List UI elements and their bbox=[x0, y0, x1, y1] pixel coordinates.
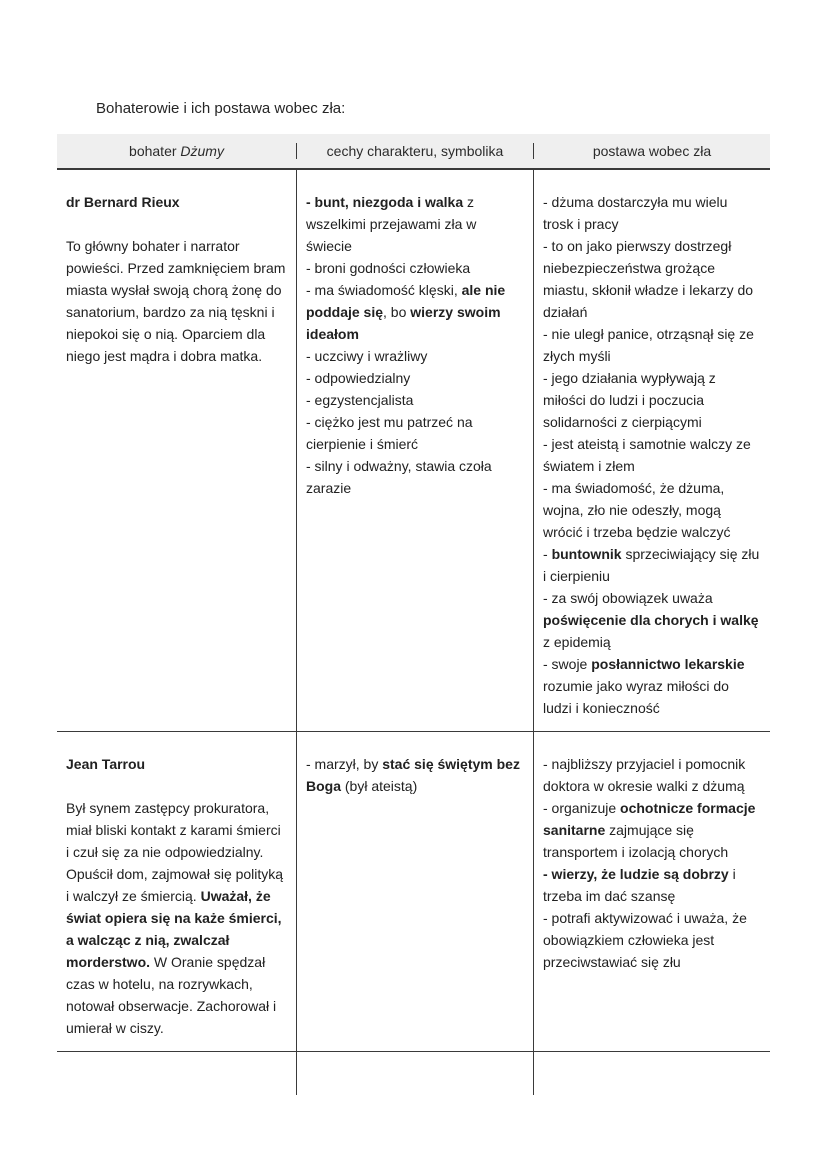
text-segment: - bunt, niezgoda i walka bbox=[306, 194, 464, 210]
cell-paragraph bbox=[543, 543, 761, 587]
text-segment: cechy charakteru, symbolika bbox=[326, 143, 504, 159]
cell-paragraph bbox=[306, 367, 524, 389]
text-segment: - ma świadomość klęski, bbox=[306, 282, 462, 298]
text-segment: - uczciwy i wrażliwy bbox=[306, 348, 428, 364]
cell-paragraph bbox=[306, 455, 524, 499]
table-body bbox=[57, 170, 770, 1095]
text-segment: - jego działania wypływają z miłości do ludzi i poczucia solidarności z cierpiącymi bbox=[543, 370, 716, 430]
text-segment: wierzy swoim ideałom bbox=[306, 304, 501, 342]
text-segment: i trzeba im dać szansę bbox=[543, 866, 736, 904]
text-segment: posłannictwo lekarskie bbox=[591, 656, 745, 672]
text-segment: z epidemią bbox=[543, 634, 611, 650]
cell-paragraph bbox=[66, 753, 287, 775]
cell-paragraph bbox=[543, 587, 761, 653]
text-segment: postawa wobec zła bbox=[592, 143, 712, 159]
table-cell bbox=[57, 732, 296, 1051]
blank-line bbox=[66, 213, 287, 235]
text-segment: (był ateistą) bbox=[341, 778, 418, 794]
cell-paragraph bbox=[543, 235, 761, 323]
cell-paragraph bbox=[543, 863, 761, 907]
text-segment: dr Bernard Rieux bbox=[66, 194, 180, 210]
text-segment: - broni godności człowieka bbox=[306, 260, 471, 276]
table-row-empty-partial-row bbox=[57, 1052, 770, 1095]
text-segment: - egzystencjalista bbox=[306, 392, 414, 408]
cell-paragraph bbox=[543, 323, 761, 367]
text-segment: - najbliższy przyjaciel i pomocnik doktora w okresie walki z dżumą bbox=[543, 756, 746, 794]
text-segment: - silny i odważny, stawia czoła zarazie bbox=[306, 458, 492, 496]
table-row-jean-tarrou bbox=[57, 732, 770, 1052]
text-segment: zajmujące się transportem i izolacją chorych bbox=[543, 822, 729, 860]
table-cell bbox=[533, 732, 770, 1051]
text-segment: - nie uległ panice, otrząsnął się ze złych myśli bbox=[543, 326, 754, 364]
text-segment: - to on jako pierwszy dostrzegł niebezpieczeństwa grożące miastu, skłonił władze i lekarzy do działań bbox=[543, 238, 754, 320]
table-cell bbox=[533, 170, 770, 731]
cell-paragraph bbox=[543, 907, 761, 973]
cell-paragraph bbox=[306, 753, 524, 797]
cell-paragraph bbox=[66, 191, 287, 213]
cell-paragraph bbox=[543, 797, 761, 863]
header-cell-1 bbox=[57, 143, 296, 159]
cell-paragraph bbox=[543, 433, 761, 477]
text-segment: poświęcenie dla chorych i walkę bbox=[543, 612, 759, 628]
text-segment: stać się świętym bez Boga bbox=[306, 756, 520, 794]
text-segment: - jest ateistą i samotnie walczy ze światem i złem bbox=[543, 436, 751, 474]
table-header-row bbox=[57, 134, 770, 170]
table-cell bbox=[57, 1052, 296, 1095]
text-segment: ale nie poddaje się bbox=[306, 282, 506, 320]
blank-line bbox=[66, 775, 287, 797]
header-cell-3 bbox=[533, 143, 770, 159]
cell-paragraph bbox=[306, 257, 524, 279]
text-segment: - potrafi aktywizować i uważa, że obowiązkiem człowieka jest przeciwstawiać się złu bbox=[543, 910, 747, 970]
cell-paragraph bbox=[306, 345, 524, 367]
cell-paragraph bbox=[306, 411, 524, 455]
text-segment: bohater bbox=[129, 143, 181, 159]
table-row-dr-bernard-rieux bbox=[57, 170, 770, 732]
text-segment: Jean Tarrou bbox=[66, 756, 146, 772]
text-segment: Był synem zastępcy prokuratora, miał bliski kontakt z karami śmierci i czuł się za nie odpowiedzialny. Opuścił dom, zajmował się polityką i walczył ze śmiercią. bbox=[66, 800, 284, 904]
text-segment: ochotnicze formacje sanitarne bbox=[543, 800, 756, 838]
text-segment: To główny bohater i narrator powieści. Przed zamknięciem bram miasta wysłał swoją chorą żonę do sanatorium, bardzo za nią tęskni i niepokoi się o nią. Oparciem dla niego jest mądra i dobra matka. bbox=[66, 238, 286, 364]
text-segment: buntownik bbox=[551, 546, 622, 562]
cell-paragraph bbox=[306, 191, 524, 257]
text-segment: - organizuje bbox=[543, 800, 621, 816]
cell-paragraph bbox=[66, 797, 287, 1039]
table-cell bbox=[296, 1052, 533, 1095]
cell-paragraph bbox=[66, 235, 287, 367]
text-segment: - swoje bbox=[543, 656, 592, 672]
cell-paragraph bbox=[543, 477, 761, 543]
text-segment: z wszelkimi przejawami zła w świecie bbox=[306, 194, 477, 254]
table-cell bbox=[296, 170, 533, 731]
page-title: Bohaterowie i ich postawa wobec zła: bbox=[96, 100, 346, 117]
text-segment: sprzeciwiający się złu i cierpieniu bbox=[543, 546, 760, 584]
characters-table bbox=[57, 134, 770, 1095]
text-segment: - odpowiedzialny bbox=[306, 370, 411, 386]
text-segment: , bo bbox=[383, 304, 411, 320]
text-segment: - dżuma dostarczyła mu wielu trosk i pracy bbox=[543, 194, 728, 232]
text-segment: - za swój obowiązek uważa bbox=[543, 590, 713, 606]
text-segment: - ciężko jest mu patrzeć na cierpienie i śmierć bbox=[306, 414, 473, 452]
table-cell bbox=[57, 170, 296, 731]
header-cell-2 bbox=[296, 143, 533, 159]
text-segment: - marzył, by bbox=[306, 756, 383, 772]
text-segment: rozumie jako wyraz miłości do ludzi i konieczność bbox=[543, 678, 729, 716]
cell-paragraph bbox=[543, 367, 761, 433]
table-cell bbox=[533, 1052, 770, 1095]
cell-paragraph bbox=[543, 753, 761, 797]
text-segment: Dżumy bbox=[180, 143, 224, 159]
text-segment: - ma świadomość, że dżuma, wojna, zło nie odeszły, mogą wrócić i trzeba będzie walczyć bbox=[543, 480, 731, 540]
text-segment: - wierzy, że ludzie są dobrzy bbox=[543, 866, 729, 882]
text-segment: Uważał, że świat opiera się na każe śmierci, a walcząc z nią, zwalczał morderstwo. bbox=[66, 888, 282, 970]
cell-paragraph bbox=[306, 279, 524, 345]
text-segment: - bbox=[543, 546, 552, 562]
cell-paragraph bbox=[306, 389, 524, 411]
text-segment: W Oranie spędzał czas w hotelu, na rozrywkach, notował obserwacje. Zachorował i umierał w ciszy. bbox=[66, 954, 277, 1036]
cell-paragraph bbox=[543, 653, 761, 719]
cell-paragraph bbox=[543, 191, 761, 235]
table-cell bbox=[296, 732, 533, 1051]
